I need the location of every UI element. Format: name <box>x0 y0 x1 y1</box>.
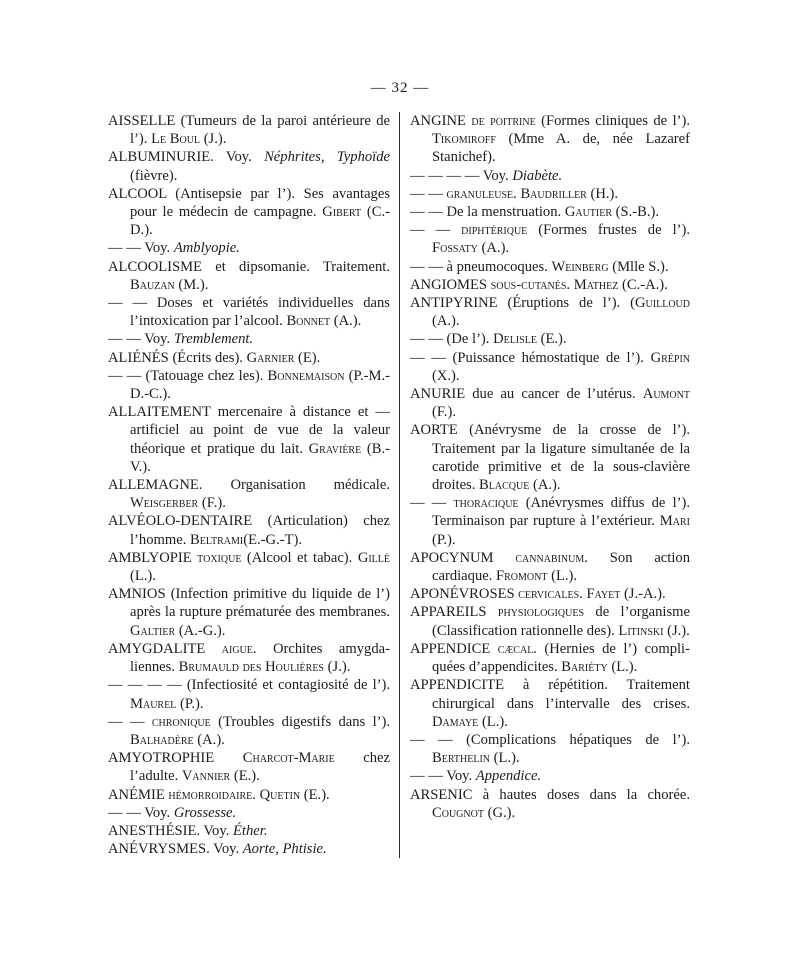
entry-text: — — — — (Infectiosité et contagiosité de l’). <box>108 677 390 694</box>
index-entry <box>108 749 390 785</box>
cross-reference: Amblyopie. <box>173 240 240 257</box>
author-name: Weisgerber <box>130 495 199 512</box>
index-entry <box>108 258 390 294</box>
index-entry <box>108 112 390 148</box>
author-name: Bonnemaison <box>267 367 345 384</box>
index-entry <box>410 385 690 421</box>
entry-text: APPENDICE <box>410 640 498 657</box>
entry-text: AMBLYOPIE <box>108 549 198 566</box>
index-entry <box>410 786 690 822</box>
author-name: de poitrine <box>471 113 536 129</box>
author-name: cæcal <box>497 640 534 657</box>
author-name: Guilloud <box>635 295 690 312</box>
cross-reference: Appendice. <box>475 768 542 785</box>
entry-text: APONÉVROSES <box>410 586 519 603</box>
index-entry <box>410 185 690 203</box>
entry-text: ANESTHÉSIE. Voy. <box>108 822 234 839</box>
entry-text: (A.). <box>193 731 225 748</box>
entry-text: (L.). <box>478 713 508 730</box>
entry-text: AISSELLE (Tumeurs de la paroi antérieure de l’). <box>108 113 390 148</box>
index-column-right <box>410 112 690 822</box>
index-entry <box>108 786 390 804</box>
entry-text: ANURIE due au cancer de l’utérus. <box>410 386 643 403</box>
entry-text: APPAREILS <box>410 604 498 621</box>
entry-text: — — De la menstruation. <box>410 204 565 221</box>
author-name: thoracique <box>453 495 519 512</box>
index-entry <box>410 276 690 294</box>
author-name: Gillé <box>357 549 391 566</box>
entry-text: (Formes frustes de l’). <box>527 222 690 239</box>
entry-text: . Son action cardiaque. <box>432 549 690 585</box>
entry-text: (G.). <box>483 804 516 821</box>
author-name: Berthelin <box>432 750 491 767</box>
index-entry <box>108 676 390 712</box>
author-name: Baudriller <box>520 185 587 202</box>
entry-text: — — à pneumocoques. <box>410 258 552 275</box>
entry-text: (fièvre). <box>130 167 178 184</box>
entry-text: (M.). <box>174 276 209 293</box>
entry-text: . <box>513 185 521 202</box>
index-entry <box>410 585 690 603</box>
entry-text: (E.). <box>300 786 330 803</box>
entry-text: (Formes cliniques de l’). <box>535 113 690 129</box>
author-name: Gautier <box>564 204 613 221</box>
entry-text: — — (De l’). <box>410 331 494 348</box>
index-entry <box>410 167 690 185</box>
entry-text: (E.). <box>536 331 567 348</box>
entry-text: — — <box>108 713 152 730</box>
cross-reference: Tremblement. <box>173 331 254 348</box>
index-column-left <box>108 112 390 858</box>
entry-text: (E.). <box>230 768 260 785</box>
index-entry <box>410 294 690 330</box>
index-entry <box>410 349 690 385</box>
entry-text: (J.). <box>663 622 690 639</box>
entry-text: (C.-D.). <box>130 204 390 239</box>
cross-reference: Éther. <box>233 822 268 839</box>
author-name: Damaye <box>432 713 479 730</box>
author-name: Mathez <box>573 276 619 293</box>
author-name: Quetin <box>259 786 301 803</box>
entry-text: (A.-G.). <box>175 622 226 639</box>
author-name: Charcot-Marie <box>242 750 335 767</box>
entry-text: de l’organisme (Classification rationnelle des). <box>432 604 690 639</box>
author-name: Vannier <box>181 768 231 785</box>
entry-text: (P.-M.-D.-C.). <box>130 367 391 403</box>
index-entry <box>108 148 390 184</box>
author-name: aigue <box>221 640 253 657</box>
author-name: Maurel <box>130 695 177 712</box>
entry-text: (F.). <box>198 495 226 512</box>
entry-text: (P.). <box>176 695 204 712</box>
author-name: Galtier <box>130 622 176 639</box>
entry-text: (J.). <box>200 131 227 148</box>
author-name: Gravière <box>308 440 362 457</box>
index-entry <box>108 840 390 858</box>
entry-text: (L.). <box>490 750 520 767</box>
author-name: Brumauld des Houlières <box>178 659 324 676</box>
index-entry <box>108 549 390 585</box>
author-name: physiologiques <box>497 604 585 621</box>
index-entry <box>410 221 690 257</box>
author-name: Weinberg <box>551 258 609 275</box>
entry-text: (Mlle S.). <box>608 258 669 275</box>
entry-text: (E). <box>294 349 321 366</box>
author-name: hémorroidaire <box>168 786 253 803</box>
author-name: Bauzan <box>130 276 175 293</box>
entry-text: (L.). <box>607 659 638 676</box>
author-name: Beltrami <box>190 531 244 548</box>
entry-text: (B.-V.). <box>130 440 390 475</box>
author-name: Fossaty <box>432 240 478 257</box>
author-name: Cougnot <box>432 804 484 821</box>
entry-text: (A.). <box>529 477 561 494</box>
index-entry <box>108 476 390 512</box>
entry-text: ALCOOLISME et dipsomanie. Traitement. <box>108 258 390 275</box>
index-entry <box>410 640 690 676</box>
author-name: Delisle <box>493 331 537 348</box>
index-entry <box>108 403 390 476</box>
entry-text: — — Voy. <box>410 768 476 785</box>
author-name: Tikomiroff <box>432 131 496 148</box>
index-entry <box>410 258 690 276</box>
entry-text: APOCYNUM <box>410 549 516 566</box>
index-entry <box>108 349 390 367</box>
entry-text: ANTIPYRINE (Éruptions de l’). ( <box>410 295 636 312</box>
author-name: Le Boul <box>151 131 201 148</box>
author-name: sous-cutanés <box>490 276 567 293</box>
entry-text: (A.). <box>432 313 460 330</box>
index-entry <box>410 603 690 639</box>
cross-reference: Grossesse. <box>173 804 237 821</box>
entry-text: — — (Puissance hémostatique de l’). <box>410 349 651 366</box>
entry-text: ARSENIC à hautes doses dans la chorée. <box>410 786 690 803</box>
entry-text: (E.-G.-T). <box>243 531 303 548</box>
author-name: toxique <box>197 549 242 566</box>
author-name: cannabinum <box>515 549 585 566</box>
entry-text: (Troubles digestifs dans l’). <box>210 713 390 730</box>
index-entry <box>410 112 690 167</box>
author-name: Aumont <box>642 386 690 403</box>
author-name: Bariéty <box>561 659 608 676</box>
cross-reference: Aorte, Phtisie. <box>242 841 327 858</box>
entry-text: — — (Tatouage chez les). <box>108 367 268 384</box>
cross-reference: Diabète. <box>512 167 563 184</box>
entry-text: — — <box>410 495 454 512</box>
entry-text: — — Voy. <box>108 331 174 348</box>
index-entry <box>108 239 390 257</box>
entry-text: (L.). <box>130 568 156 585</box>
entry-text: ALVÉOLO-DENTAIRE (Articulation) chez l’homme. <box>108 513 390 548</box>
author-name: Grépin <box>650 349 690 366</box>
index-entry <box>410 731 690 767</box>
entry-text: ANGINE <box>410 113 472 129</box>
index-entry <box>108 330 390 348</box>
index-entry <box>410 767 690 785</box>
entry-text: (J.). <box>324 659 351 676</box>
author-name: Gibert <box>322 204 362 221</box>
author-name: Fayet <box>586 586 621 603</box>
cross-reference: Néphrites, Typhoïde <box>264 149 390 166</box>
entry-text: (L.). <box>547 568 578 585</box>
author-name: granuleuse <box>446 185 514 202</box>
entry-text: . <box>579 586 587 603</box>
entry-text: — — — — Voy. <box>410 167 513 184</box>
entry-text: — — <box>410 222 462 239</box>
index-entry <box>410 203 690 221</box>
entry-text: (A.). <box>330 313 362 330</box>
entry-text: (Anévrysmes diffus de l’). Terminaison par rupture à l’extérieur. <box>432 495 691 530</box>
entry-text: . <box>566 276 574 293</box>
entry-text: . (Hernies de l’) compliquées d’appendicites. <box>432 640 690 676</box>
index-entry <box>108 713 390 749</box>
entry-text: — — Voy. <box>108 240 174 257</box>
index-entry <box>410 494 690 549</box>
entry-text: ALLAITEMENT mercenaire à distance et — artificiel au point de vue de la valeur théorique et pratique du lait. <box>108 404 390 457</box>
author-name: diphtérique <box>461 222 528 239</box>
entry-text: ALIÉNÉS (Écrits des). <box>108 349 247 366</box>
entry-text: — — Doses et variétés individuelles dans l’intoxication par l’alcool. <box>108 295 390 330</box>
index-entry <box>410 676 690 731</box>
entry-text: (Alcool et tabac). <box>241 549 358 566</box>
index-entry <box>108 585 390 640</box>
index-entry <box>108 640 390 676</box>
entry-text: (H.). <box>586 185 619 202</box>
entry-text: (X.). <box>432 367 460 384</box>
entry-text: (J.-A.). <box>620 586 666 603</box>
author-name: chronique <box>151 713 211 730</box>
entry-text: . <box>252 786 260 803</box>
entry-text: (P.). <box>432 531 456 548</box>
author-name: Blacque <box>479 477 530 494</box>
index-entry <box>108 822 390 840</box>
index-entry <box>108 512 390 548</box>
column-divider <box>399 112 400 858</box>
entry-text: . Orchites amygdaliennes. <box>130 640 390 676</box>
index-entry <box>410 549 690 585</box>
entry-text: (A.). <box>477 240 510 257</box>
index-entry <box>108 185 390 240</box>
entry-text: (F.). <box>432 404 456 421</box>
entry-text: ALLEMAGNE. Organisation médicale. <box>108 477 390 494</box>
page-number: — 32 — <box>370 80 430 96</box>
author-name: Bonnet <box>286 313 331 330</box>
index-entry <box>108 294 390 330</box>
entry-text: APPENDICITE à répétition. Traitement chirurgical dans l’intervalle des crises. <box>410 677 690 712</box>
entry-text: ANÉVRYSMES. Voy. <box>108 841 243 858</box>
index-entry <box>108 367 390 403</box>
entry-text: AMNIOS (Infection primitive du liquide de l’) après la rupture prématurée des membranes. <box>108 586 390 621</box>
entry-text: chez l’adulte. <box>130 750 390 785</box>
author-name: Mari <box>659 513 690 530</box>
entry-text: ANGIOMES <box>410 276 491 293</box>
entry-text: — — Voy. <box>108 804 174 821</box>
author-name: Balhadère <box>130 731 194 748</box>
author-name: Litinski <box>618 622 664 639</box>
entry-text: AMYOTROPHIE <box>108 750 243 767</box>
index-entry <box>410 421 690 494</box>
index-entry <box>410 330 690 348</box>
entry-text: (S.-B.). <box>612 204 660 221</box>
entry-text: AMYGDALITE <box>108 640 222 657</box>
entry-text: AORTE (Anévrysme de la crosse de l’). Traitement par la ligature simultanée de la carotide primitive et de la sous-clavière droites. <box>410 422 690 494</box>
author-name: Garnier <box>246 349 295 366</box>
author-name: Fromont <box>496 568 548 585</box>
entry-text: ALBUMINURIE. Voy. <box>108 149 265 166</box>
entry-text: — — <box>410 185 447 202</box>
index-entry <box>108 804 390 822</box>
entry-text: (C.-A.). <box>618 276 668 293</box>
entry-text: (Mme A. de, née Lazaref Stanichef). <box>432 131 690 166</box>
entry-text: ALCOOL (Antisepsie par l’). Ses avantages pour le médecin de campagne. <box>108 185 390 221</box>
entry-text: — — (Complications hépatiques de l’). <box>410 731 690 748</box>
author-name: cervicales <box>518 586 580 603</box>
entry-text: ANÉMIE <box>108 786 169 803</box>
